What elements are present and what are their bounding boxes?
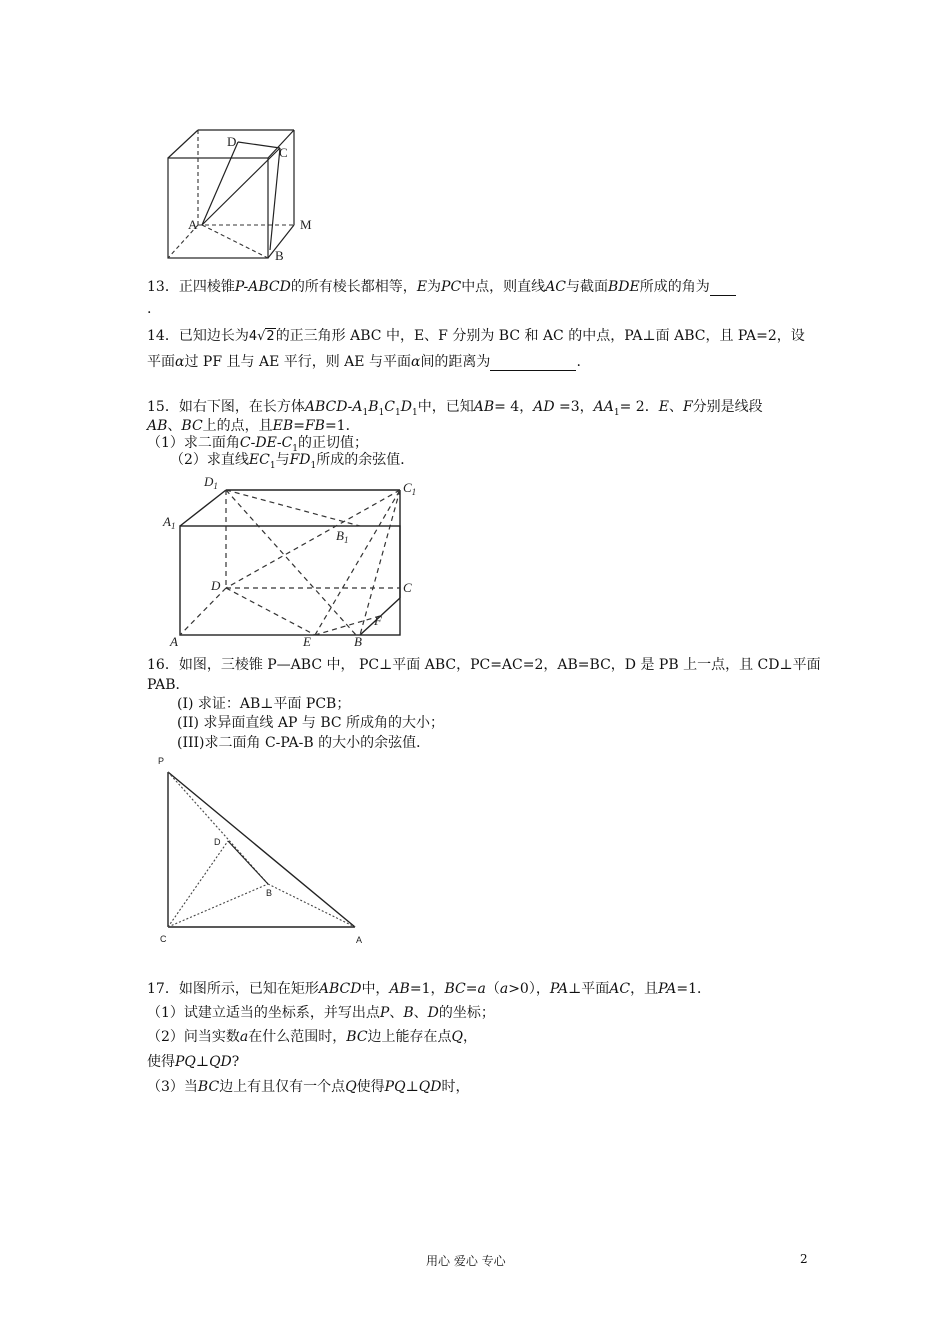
pyramid-label-p: P (158, 756, 165, 766)
question-16-sub-1: (I) 求证：AB⊥平面 PCB； (177, 696, 351, 712)
question-17-sub-2: （2）问当实数a在什么范围时，BC边上能存在点Q， (147, 1029, 478, 1045)
question-15-sub-2: （2）求直线$EC_1$与$FD_1$所成的余弦值． (170, 452, 415, 471)
question-16-sub-3: (III)求二面角 C-PA-B 的大小的余弦值． (177, 735, 431, 751)
page-number: 2 (800, 1252, 808, 1266)
answer-blank (710, 281, 736, 296)
question-15-sub-1: （1）求二面角$C-DE-C_1$的正切值； (147, 435, 369, 454)
footer-slogan: 用心 爱心 专心 (426, 1254, 506, 1268)
cuboid-label-e: E (303, 634, 311, 648)
question-14-line-1: 14．已知边长为4√2的正三角形 ABC 中，E、F 分别为 BC 和 AC 的中点，PA⊥面 ABC，且 PA=2，设 (147, 328, 805, 344)
cuboid-label-c1: $C_1$ (403, 480, 417, 497)
cube-label-m: M (300, 217, 312, 232)
pyramid-label-c: C (160, 934, 167, 944)
question-17-sub-1: （1）试建立适当的坐标系，并写出点P、B、D的坐标； (147, 1005, 495, 1021)
question-17-sub-3: （3）当BC边上有且仅有一个点Q使得PQ⊥QD时， (147, 1079, 470, 1095)
cube-label-b: B (275, 248, 284, 263)
pyramid-label-a: A (356, 935, 363, 945)
sqrt-expression: 4√2 (248, 329, 275, 344)
question-16-sub-2: (II) 求异面直线 AP 与 BC 所成角的大小； (177, 715, 445, 731)
figure-pyramid (150, 752, 375, 948)
pyramid-label-b: B (266, 888, 273, 898)
cube-label-c: C (279, 145, 288, 160)
cuboid-label-a1: $A_1$ (163, 514, 176, 531)
answer-blank (490, 356, 576, 371)
cuboid-label-b: B (354, 634, 362, 648)
question-13-end: . (147, 301, 152, 317)
cuboid-label-c: C (403, 580, 412, 595)
question-16-line-1: 16．如图，三棱锥 P—ABC 中， PC⊥平面 ABC，PC=AC=2，AB=BC，D 是 PB 上一点，且 CD⊥平面 (147, 657, 821, 673)
cube-label-a: A (188, 217, 198, 232)
cuboid-label-b1: $B_1$ (336, 528, 349, 545)
cube-label-d: D (227, 134, 237, 149)
figure-cube (160, 122, 330, 264)
question-15-line-1: 15．如右下图，在长方体ABCD-$A_1B_1C_1D_1$中，已知AB= 4，AD =3，$AA_1= 2$．E、F分别是线段 (147, 399, 763, 418)
question-17-sub-2-cont: 使得PQ⊥QD? (147, 1054, 240, 1070)
cuboid-label-d1: $D_1$ (204, 474, 218, 491)
figure-cuboid (160, 470, 440, 648)
cuboid-label-d: D (211, 578, 221, 593)
cuboid-label-a: A (170, 634, 178, 648)
cuboid-label-f: F (374, 613, 382, 628)
question-17-line-1: 17．如图所示，已知在矩形ABCD中，AB=1，BC=a（a>0），PA⊥平面AC，且PA=1． (147, 981, 711, 997)
question-13: 13．正四棱锥P-ABCD的所有棱长都相等，E为PC中点，则直线AC与截面BDE所成的角为 (147, 278, 736, 296)
pyramid-label-d: D (214, 837, 221, 847)
question-16-line-2: PAB． (147, 677, 190, 693)
question-15-line-2: AB、BC上的点，且EB=FB=1． (147, 418, 360, 434)
question-14-line-2: 平面α过 PF 且与 AE 平行，则 AE 与平面α间的距离为 . (147, 354, 581, 370)
